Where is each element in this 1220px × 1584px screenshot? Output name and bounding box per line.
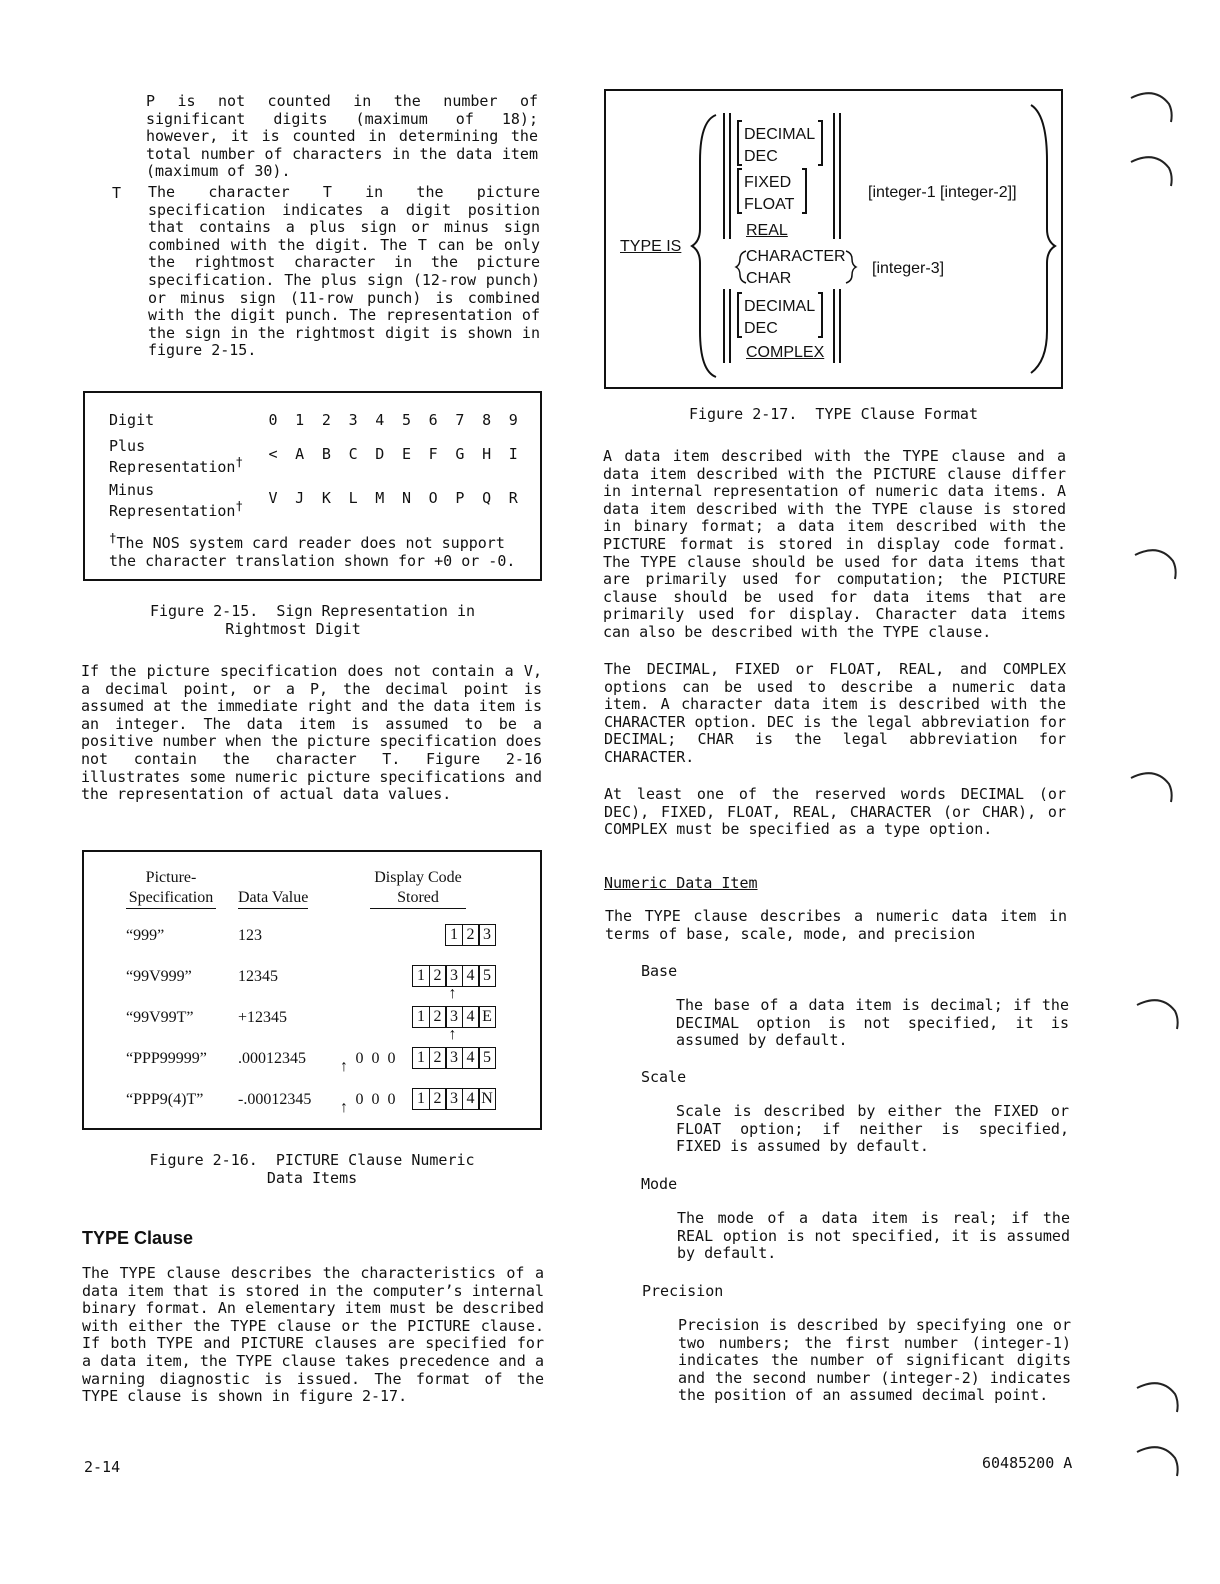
minus-value: K [321, 489, 331, 507]
bracket [818, 293, 822, 337]
footnote-text: The NOS system card reader does not support the character translation shown for +0 or -0. [109, 534, 516, 570]
plus-value: H [482, 445, 492, 463]
t-description: The character T in the picture specification indicates a digit position that contains a plus sign or minus sign combined with the digit. The T can be only the rightmost character in the picture specification. The plus sign (12-row punch) or minus sign (11-row punch) is combined with the digit punch. The representation of the sign in the rightmost digit is shown in figure 2-15. [148, 183, 540, 360]
stored-digit: 3 [445, 1088, 463, 1110]
option-char: CHAR [746, 270, 792, 287]
digit-value: 5 [401, 411, 412, 429]
digit-value: 8 [482, 411, 492, 429]
plus-value: C [348, 445, 358, 463]
minus-label-2 [109, 498, 243, 520]
digit-value: 3 [348, 411, 358, 429]
type-is-label: TYPE IS [620, 238, 682, 255]
option-character: CHARACTER [746, 248, 846, 265]
plus-value: A [295, 445, 305, 463]
figure-2-17-box [604, 89, 1063, 389]
para-type-clause: The TYPE clause describes the characteristics of a data item that is stored in the computer’s internal binary format. An elementary item must be described with either the TYPE clause or the PICTURE clause. If both TYPE and PICTURE clauses are specified for a data item, the TYPE clause takes precedence and a warning diagnostic is issued. The format of the TYPE clause is shown in figure 2-17. [82, 1264, 544, 1406]
plus-value: G [455, 445, 465, 463]
binder-hole-mark [1131, 93, 1179, 1584]
digit-value: 2 [321, 411, 331, 429]
row-spec: “99V999” [126, 968, 192, 985]
minus-value: Q [482, 489, 492, 507]
stored-digits [414, 1088, 497, 1110]
dagger-mark: † [235, 454, 243, 469]
row-prefix-zeros: 0 0 0 [355, 1050, 396, 1067]
stored-digit: 3 [445, 1047, 463, 1069]
plus-value: D [375, 445, 385, 463]
plus-value: < [268, 445, 278, 463]
col-header-stored [370, 868, 466, 909]
bracket [738, 121, 742, 165]
binder-marks [1125, 0, 1185, 1584]
stored-digit: 2 [429, 1006, 447, 1028]
figure-2-15-caption-2: Rightmost Digit [225, 620, 361, 638]
brace [736, 251, 746, 283]
row-value: +12345 [238, 1009, 288, 1026]
option-real: REAL [746, 222, 788, 239]
bracket [738, 293, 742, 337]
digit-value: 0 [268, 411, 278, 429]
option-dec: DEC [744, 148, 778, 165]
numeric-data-item-heading: Numeric Data Item [604, 874, 758, 892]
digit-value: 7 [455, 411, 465, 429]
stored-digit: 1 [412, 965, 430, 987]
para-type-vs-picture: A data item described with the TYPE clause and a data item described with the PICTURE clause differ in internal representation of numeric data items. A data item described with the TYPE clause is stored in binary format; a data item described with the PICTURE format is stored in display code format. The TYPE clause should be used for data items that are primarily used for computation; the PICTURE clause should be used for data items that are primarily used for display. Character data items can also be described with the TYPE clause. [603, 447, 1066, 641]
col-header-spec-2: Specification [126, 888, 216, 909]
option-fixed: FIXED [744, 174, 792, 191]
option-decimal-2: DECIMAL [744, 298, 816, 315]
digit-value: 6 [428, 411, 438, 429]
option-decimal: DECIMAL [744, 126, 816, 143]
numeric-intro: The TYPE clause describes a numeric data item in terms of base, scale, mode, and precision [605, 907, 1067, 943]
stored-digit: 1 [445, 924, 463, 946]
figure-2-15-caption-1: Figure 2-15. Sign Representation in [149, 602, 476, 620]
bracket [738, 169, 742, 213]
stored-digit: 2 [429, 1047, 447, 1069]
minus-value: O [428, 489, 438, 507]
decimal-point-arrow: ↑ [340, 1058, 348, 1075]
scale-label: Scale [641, 1068, 687, 1086]
stored-digit: 3 [478, 924, 496, 946]
plus-label-2-text: Representation [109, 458, 236, 476]
row-value: .00012345 [238, 1050, 306, 1067]
row-prefix-zeros: 0 0 0 [355, 1091, 396, 1108]
digit-value: 9 [508, 411, 518, 429]
stored-digit: 2 [429, 1088, 447, 1110]
minus-value: N [401, 489, 412, 507]
minus-value: R [508, 489, 518, 507]
stored-digit: 1 [412, 1006, 430, 1028]
sign-position-arrow: ↑ [448, 985, 457, 1002]
figure-2-16-caption-2: Data Items [266, 1169, 358, 1187]
footnote [109, 529, 529, 570]
stored-digit: 4 [462, 1006, 480, 1028]
footnote-dagger: † [109, 530, 117, 545]
row-value: 12345 [238, 968, 278, 985]
page-number: 2-14 [84, 1458, 121, 1476]
mode-label: Mode [641, 1175, 678, 1193]
digit-value: 4 [375, 411, 385, 429]
right-outer-brace [1031, 105, 1055, 373]
brace [846, 251, 856, 283]
figure-2-16-box [82, 850, 542, 1130]
col-header-spec [126, 868, 216, 909]
minus-value: M [375, 489, 385, 507]
row-value: 123 [238, 927, 262, 944]
left-outer-brace [692, 115, 716, 377]
p-description: P is not counted in the number of significant digits (maximum of 18); however, it is counted in determining the total number of characters in the data item (maximum of 30). [146, 92, 538, 181]
base-text: The base of a data item is decimal; if the DECIMAL option is not specified, it is assumed by default. [676, 996, 1069, 1050]
stored-digit: 3 [445, 1006, 463, 1028]
plus-label-2 [109, 454, 243, 476]
stored-digit: E [478, 1006, 496, 1028]
option-dec-2: DEC [744, 320, 778, 337]
option-float: FLOAT [744, 196, 795, 213]
minus-value: L [348, 489, 358, 507]
precision-label: Precision [642, 1282, 724, 1300]
row-spec: “PPP9(4)T” [126, 1091, 204, 1108]
col-header-stored-2: Stored [370, 888, 466, 909]
scale-text: Scale is described by either the FIXED or FLOAT option; if neither is specified, FIXED is assumed by default. [676, 1102, 1069, 1156]
plus-value: B [321, 445, 331, 463]
row-spec: “PPP99999” [126, 1050, 207, 1067]
stored-digit: 2 [429, 965, 447, 987]
para-options: The DECIMAL, FIXED or FLOAT, REAL, and COMPLEX options can be used to describe a numeric data item. A character data item is described with the CHARACTER option. DEC is the legal abbreviation for DECIMAL; CHAR is the legal abbreviation for CHARACTER. [604, 660, 1066, 766]
stored-digit: N [478, 1088, 496, 1110]
plus-label-1: Plus [109, 437, 146, 455]
dagger-mark: † [235, 498, 243, 513]
integer-3: [integer-3] [872, 260, 945, 277]
bracket [818, 121, 822, 165]
col-header-spec-1: Picture- [145, 869, 197, 886]
stored-digit: 3 [445, 965, 463, 987]
stored-digit: 2 [462, 924, 480, 946]
precision-text: Precision is described by specifying one or two numbers; the first number (integer-1) indicates the number of significant digits and the second number (integer-2) indicates the position of an assumed decimal point. [678, 1316, 1071, 1405]
col-header-stored-1: Display Code [374, 869, 462, 886]
stored-digits [414, 1047, 497, 1069]
minus-label-1: Minus [109, 481, 155, 499]
figure-2-17-caption: Figure 2-17. TYPE Clause Format [689, 405, 978, 423]
mode-text: The mode of a data item is real; if the REAL option is not specified, it is assumed by default. [677, 1209, 1070, 1263]
stored-digit: 4 [462, 1088, 480, 1110]
row-spec: “99V99T” [126, 1009, 194, 1026]
digit-value: 1 [295, 411, 305, 429]
row-value: -.00012345 [238, 1091, 312, 1108]
base-label: Base [641, 962, 678, 980]
option-complex: COMPLEX [746, 344, 825, 361]
minus-value: J [295, 489, 305, 507]
stored-digits [447, 924, 497, 946]
row-spec: “999” [126, 927, 165, 944]
stored-digit: 1 [412, 1047, 430, 1069]
decimal-point-arrow: ↑ [340, 1099, 348, 1116]
section-heading-type-clause: TYPE Clause [82, 1228, 194, 1248]
minus-value: V [268, 489, 278, 507]
stored-digit: 4 [462, 965, 480, 987]
stored-digits [414, 1006, 497, 1028]
col-header-value-text: Data Value [238, 888, 308, 909]
integer-1-2: [integer-1 [integer-2]] [868, 184, 1017, 201]
plus-value: I [508, 445, 518, 463]
stored-digit: 1 [412, 1088, 430, 1110]
doc-number: 60485200 A [982, 1454, 1073, 1472]
sign-position-arrow: ↑ [448, 1026, 457, 1043]
bracket [802, 169, 806, 213]
stored-digit: 5 [478, 965, 496, 987]
minus-value: P [455, 489, 465, 507]
digit-label: Digit [109, 411, 155, 429]
col-header-value [238, 888, 308, 909]
plus-value: E [401, 445, 412, 463]
stored-digits [414, 965, 497, 987]
figure-2-16-caption-1: Figure 2-16. PICTURE Clause Numeric [149, 1151, 475, 1169]
stored-digit: 4 [462, 1047, 480, 1069]
figure-2-15-box [83, 391, 542, 581]
stored-digit: 5 [478, 1047, 496, 1069]
t-label: T [112, 184, 122, 202]
minus-label-2-text: Representation [109, 502, 236, 520]
para-reserved-words: At least one of the reserved words DECIMAL (or DEC), FIXED, FLOAT, REAL, CHARACTER (or CHAR), or COMPLEX must be specified as a type option. [604, 785, 1066, 839]
para-decimal-point: If the picture specification does not contain a V, a decimal point, or a P, the decimal point is assumed at the immediate right and the data item is an integer. The data item is assumed to be a positive number when the picture specification does not contain the character T. Figure 2-16 illustrates some numeric picture specifications and the representation of actual data values. [81, 662, 542, 804]
plus-value: F [428, 445, 438, 463]
